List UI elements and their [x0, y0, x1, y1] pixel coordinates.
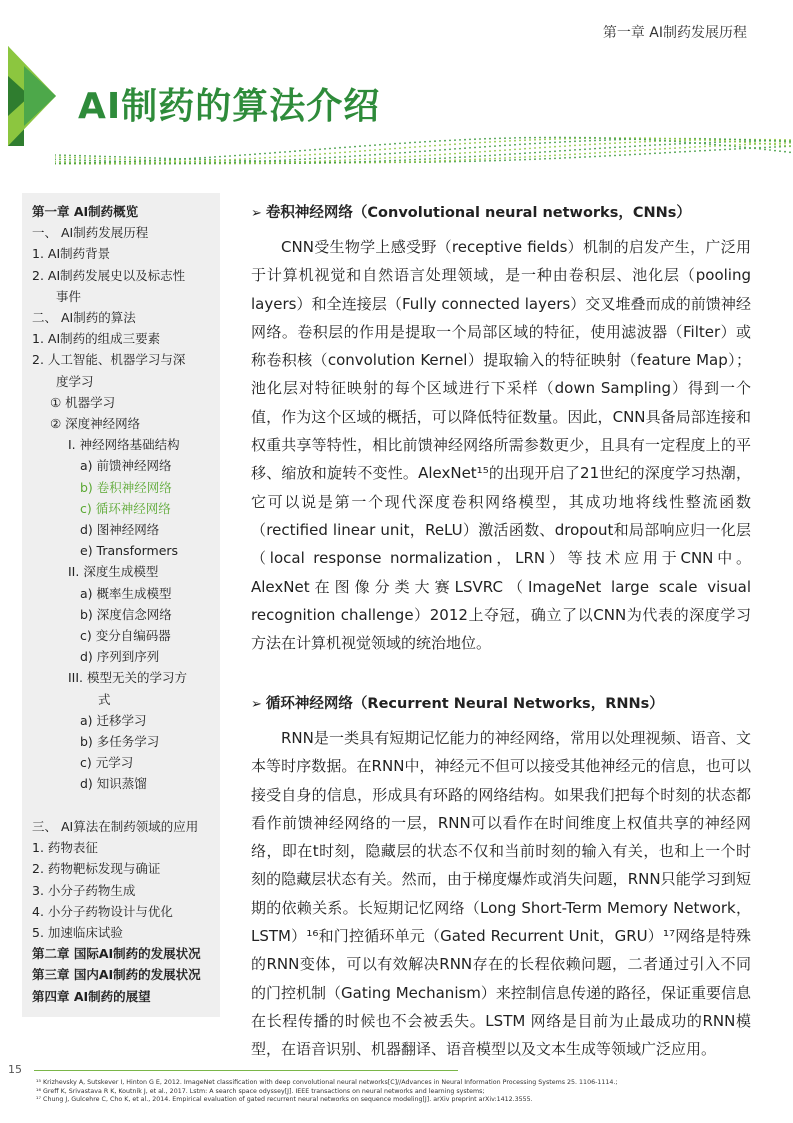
toc-item: 2. 药物靶标发现与确证: [32, 861, 161, 877]
arrow-bullet-icon: ➢: [251, 697, 262, 712]
toc-item: b) 卷积神经网络: [80, 479, 172, 495]
heading-text: 卷积神经网络（Convolutional neural networks，CNNs）: [265, 205, 691, 221]
toc-item: a) 迁移学习: [80, 712, 147, 728]
toc-item: 第二章 国际AI制药的发展状况: [32, 946, 201, 962]
toc-item: III. 模型无关的学习方: [68, 670, 188, 686]
toc-item: 4. 小分子药物设计与优化: [32, 903, 173, 919]
toc-item: a) 前馈神经网络: [80, 458, 172, 474]
main-content: [251, 200, 751, 1064]
section-heading-rnn: [251, 691, 751, 718]
toc-item: b) 多任务学习: [80, 734, 160, 750]
toc-item: [32, 795, 220, 816]
toc-item: II. 深度生成模型: [68, 564, 159, 580]
footnotes: [36, 1079, 776, 1105]
dotted-wave-decoration: [55, 130, 793, 180]
toc-item: 事件: [56, 288, 82, 304]
chevron-logo-icon: [8, 46, 60, 146]
toc-item: 1. 药物表征: [32, 840, 98, 856]
toc-item: 三、 AI算法在制药领域的应用: [32, 818, 199, 834]
paragraph-cnn: CNN受生物学上感受野（receptive fields）机制的启发产生，广泛用于计算机视觉和自然语言处理领域，是一种由卷积层、池化层（pooling layers）和全连接层（Fully connected layers）交叉堆叠而成的前馈神经网络。卷积层的作用是提取一个局部区域的特征，使用滤波器（Filter）或称卷积核（convolution Kernel）提取输入的特征映射（feature Map）；池化层对特征映射的每个区域进行下采样（down Sampling）得到一个值，作为这个区域的概括，可以降低特征数量。因此，CNN具备局部连接和权重共享等特性，相比前馈神经网络所需参数更少，且具有一定程度上的平移、缩放和旋转不变性。AlexNet¹⁵的出现开启了21世纪的深度学习热潮，它可以说是第一个现代深度卷积网络模型，其成功地将线性整流函数（rectified linear unit，ReLU）激活函数、dropout和局部响应归一化层（local response normalization，LRN）等技术应用于CNN中。AlexNet在图像分类大赛LSVRC（ImageNet large scale visual recognition challenge）2012上夺冠，确立了以CNN为代表的深度学习方法在计算机视觉领域的统治地位。: [251, 238, 751, 653]
toc-item: I. 神经网络基础结构: [68, 437, 180, 453]
chapter-header: 第一章 AI制药发展历程: [602, 25, 747, 41]
toc-item: 1. AI制药背景: [32, 246, 111, 262]
toc-item: 5. 加速临床试验: [32, 924, 123, 940]
page-number: 15: [8, 1063, 22, 1076]
paragraph-rnn: RNN是一类具有短期记忆能力的神经网络，常用以处理视频、语音、文本等时序数据。在RNN中，神经元不但可以接受其他神经元的信息，也可以接受自身的信息，形成具有环路的网络结构。如果我们把每个时刻的状态都看作前馈神经网络的一层，RNN可以看作在时间维度上权值共享的神经网络，即在t时刻，隐藏层的状态不仅和当前时刻的输入有关，也和上一个时刻的隐藏层状态有关。然而，由于梯度爆炸或消失问题，RNN只能学习到短期的依赖关系。长短期记忆网络（Long Short-Term Memory Network，LSTM）¹⁶和门控循环单元（Gated Recurrent Unit，GRU）¹⁷网络是特殊的RNN变体，可以有效解决RNN存在的长程依赖问题，二者通过引入不同的门控机制（Gating Mechanism）来控制信息传递的路径，保证重要信息在长程传播的时候也不会被丢失。LSTM 网络是目前为止最成功的RNN模型，在语音识别、机器翻译、语音模型以及文本生成等领域广泛应用。: [251, 729, 751, 1059]
heading-text: 循环神经网络（Recurrent Neural Networks，RNNs）: [265, 696, 664, 712]
footnote: ¹⁵ Krizhevsky A, Sutskever I, Hinton G E, 2012. ImageNet classification with deep convolutional neural networks[C]//Advances in Neural Information Processing Systems 25. 1106-1114.;: [36, 1079, 618, 1086]
footnote: ¹⁶ Greff K, Srivastava R K, Koutník J, et al., 2017. Lstm: A search space odyssey[J]. IEEE transactions on neural networks and learning systems;: [36, 1087, 485, 1095]
toc-item: d) 知识蒸馏: [80, 776, 147, 792]
footnote: ¹⁷ Chung J, Gulcehre C, Cho K, et al., 2014. Empirical evaluation of gated recurrent neural networks on sequence modeling[J]. arXiv preprint arXiv:1412.3555.: [36, 1096, 533, 1104]
toc-item: a) 概率生成模型: [80, 585, 172, 601]
toc-item: 第三章 国内AI制药的发展状况: [32, 967, 201, 983]
toc-item: c) 循环神经网络: [80, 500, 171, 516]
toc-item: e) Transformers: [80, 543, 179, 559]
toc-item: c) 元学习: [80, 755, 134, 771]
toc-item: c) 变分自编码器: [80, 628, 171, 644]
page-title: AI制药的算法介绍: [78, 86, 381, 127]
toc-item: 第一章 AI制药概览: [32, 204, 139, 219]
toc-item: b) 深度信念网络: [80, 606, 172, 622]
section-heading-cnn: [251, 200, 751, 227]
toc-item: ② 深度神经网络: [50, 416, 141, 432]
toc-item: 度学习: [56, 373, 94, 389]
footer-divider: [34, 1070, 458, 1071]
toc-item: 1. AI制药的组成三要素: [32, 331, 161, 347]
toc-item: 2. AI制药发展史以及标志性: [32, 267, 186, 283]
toc-item: 一、 AI制药发展历程: [32, 225, 149, 241]
toc-item: 二、 AI制药的算法: [32, 310, 136, 326]
arrow-bullet-icon: ➢: [251, 206, 262, 221]
toc-item: 3. 小分子药物生成: [32, 882, 136, 898]
toc-item: d) 图神经网络: [80, 522, 160, 538]
toc-item: ① 机器学习: [50, 394, 116, 410]
toc-item: d) 序列到序列: [80, 649, 160, 665]
toc-item: 式: [98, 691, 111, 707]
toc-item: 第四章 AI制药的展望: [32, 988, 151, 1004]
table-of-contents-sidebar: [22, 193, 220, 1017]
toc-item: 2. 人工智能、机器学习与深: [32, 352, 186, 368]
